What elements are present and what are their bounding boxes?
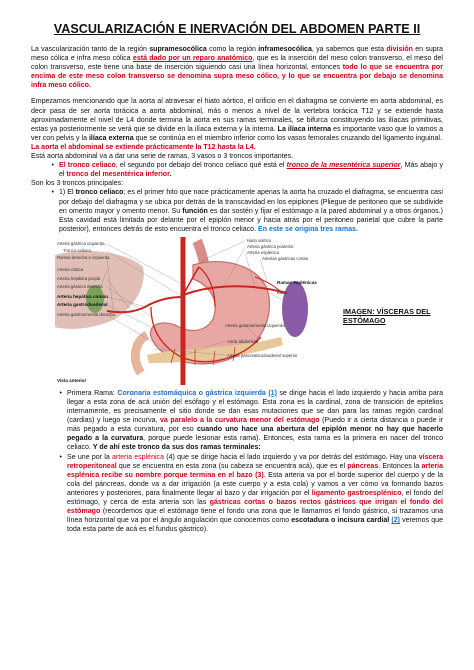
- text: función: [182, 207, 208, 215]
- label-aortic-hiatus: Hiato aórtico: [247, 237, 272, 243]
- bullet-dot-icon: •: [51, 189, 54, 197]
- label-left-gastroomental-artery: Arteria gastroomental izquierda: [225, 322, 285, 328]
- paragraph-aorta-range: La aorta el abdominal se extiende prácticamente la T12 hasta la L4.: [31, 143, 256, 151]
- highlight-text: páncreas: [347, 462, 379, 470]
- text: Primera Rama:: [67, 389, 118, 397]
- text: , ya sabemos que esta: [311, 46, 387, 53]
- paragraph-aorta: [31, 97, 443, 142]
- text: que se continúa en el miembro inferior como los vasos femorales cruzando del ligamento inguinal.: [133, 134, 442, 142]
- highlight-text: víscera retroperitoneal: [67, 453, 443, 470]
- text: La vascularización tanto de la región: [31, 46, 150, 53]
- label-posterior-gastric-artery: Arteria gástrica posterior: [247, 243, 294, 249]
- bullet-troncos: [31, 161, 443, 179]
- text: (4) que se dirige hacia el lado izquierdo y va por detrás del estómago. Hay una: [164, 453, 419, 461]
- label-gastroduodenal-artery: Arteria gastroduodenal: [57, 301, 108, 307]
- highlight-text: tronco del mesentérica inferior.: [66, 171, 172, 179]
- highlight-text: tronco de la mesentérica superior: [286, 162, 401, 170]
- text: que se encuentra en esta zona (su cabeza se encuentra acá), que es el: [116, 462, 348, 470]
- bullet-dot-icon: •: [59, 453, 62, 461]
- text: 1) El: [59, 189, 76, 197]
- label-superior-pancreaticoduodenal-artery: Arteria pancreaticoduodenal superior: [227, 352, 298, 358]
- label-abdominal-aorta: Aorta abdominal: [227, 338, 259, 344]
- text: , el segundo por debajo del tronco celiaco qué está el: [115, 162, 287, 170]
- highlight-text: ligamento gastroesplénico: [311, 489, 402, 497]
- text: Se une por la: [67, 453, 113, 461]
- label-right-gastroomental-artery: Arteria gastroomental derecha: [57, 311, 115, 317]
- bullet-arteria-esplenica: [31, 453, 443, 535]
- highlight-text: va paralelo a la curvatura menor del estómago: [160, 417, 320, 425]
- text: ; es el primer hito que nace prácticamente apenas la aorta ha cruzado el diafragma, se encuentra casi por debajo del diafragma y se ubica por detrás de la transcavidad en los epiplones (Pliegue de peritoneo que se subdivide en omento mayor y omento menor. Su: [59, 189, 443, 215]
- highlight-text: (2): [391, 517, 400, 525]
- text: es importante vaso que lo vamos a ver con pelvis y la: [31, 125, 444, 142]
- highlight-text: todo lo que se encuentra por encima de este meso colon transverso se denomina supra meso cólico, y lo que se encuentra por debajo se denomina infra meso cólico.: [31, 64, 443, 90]
- text: inframesocólica: [258, 46, 312, 53]
- text: (recordemos que el estómago tiene el fondo una zona que le llamamos el fondo gástrico, si trazamos una línea horizontal que va por el ángulo angulación que conocemos como: [67, 508, 443, 525]
- highlight-text: gástricas cortas o bazos rectos gástricos que irrigan el fondo del estómago: [67, 499, 444, 516]
- text: como la región: [206, 46, 259, 53]
- label-short-gastric-arteries: Arterias gástricas cortas: [262, 255, 309, 261]
- text: Y de ahí este tronco da sus dos ramas terminales:: [92, 444, 261, 452]
- text: , porque puede lesionar esta rama). Entonces, esta rama es la primera en nacer del tronco celiaco.: [67, 435, 443, 452]
- label-common-hepatic-artery: Arteria hepática común: [57, 293, 109, 299]
- highlight-text: arteria esplénica recibe su nombre porque termina en el bazo (3): [67, 462, 444, 479]
- paragraph-ramas: Está aorta abdominal va a dar una serie de ramas, 3 vasos o 3 troncos importantes.: [31, 153, 294, 161]
- highlight-text: arteria esplénica: [112, 453, 165, 461]
- text: se dirige hacia el lado izquierdo y hacia arriba para llegar a esta zona de acá unión del esófago y el estómago. Esta zona es la cardinal, zona de transición de epitelios internamente, es precisamente el sitio donde se dan esas mutaciones que se dan para las ramas región cardinal (cardias) y luego se incurva,: [67, 389, 443, 425]
- text: La ilíaca interna: [277, 125, 332, 133]
- text: , Más abajo y el: [59, 162, 443, 179]
- text: supramesocólica: [149, 46, 207, 53]
- bullet-tronco-celiaco: [31, 188, 443, 233]
- text: es dar sostén y fijar el estómago a la pared abdominal y a otros órganos.) Esta cavidad está limitada por delante por el epiplón menor y hacia atrás por el peritoneo parietal que cubre la parte posterior), entonces detrás de esto encuentra el tronco celiaco.: [59, 207, 443, 233]
- highlight-text: Coronaria estomáquica o gástrica izquierda: [117, 389, 269, 397]
- text: Empezamos mencionando que la aorta al atravesar el hiato aórtico, el orificio en el diafragma se convierte en aorta abdominal, es decir pasa de ser aorta torácica a aorta abdominal, más o menos a nivel de la vertebra torácica T12 y se extiende hasta aproximadamente el nivel de L4 donde termina la aorta en sus ramas terminales, se bifurca constituyendo las ilíacas primitivas, estas ya posteriormente se verá que se divide en la ilíaca externa y la interna.: [31, 98, 443, 133]
- bullet-dot-icon: •: [59, 389, 62, 397]
- label-splenic-artery: Arteria esplénica: [247, 249, 280, 255]
- label-right-gastric-artery: Arteria gástrica derecha: [57, 283, 103, 289]
- paragraph-division: [31, 45, 443, 90]
- label-right-left-branches: Ramas derecha e izquierda: [57, 254, 110, 260]
- text: tronco celiaco: [75, 189, 124, 197]
- bullet-primera-rama: [31, 389, 443, 453]
- bullet-dot-icon: •: [51, 162, 54, 170]
- label-cystic-artery: Arteria cística: [57, 266, 84, 272]
- label-proper-hepatic-artery: Arteria hepática propia: [57, 275, 101, 281]
- figure-caption: IMAGEN: VÍSCERAS DEL ESTÓMAGO: [343, 306, 431, 326]
- highlight-text: En este se origina tres ramas.: [258, 225, 358, 233]
- text: en supra meso cólica e infra meso cólica: [31, 46, 443, 63]
- label-celiac-trunk: Tronco celíaco: [63, 247, 92, 253]
- text: cuando uno hace una abertura del epiplón menor no hay que hacerlo pegado a la curvatura: [67, 426, 443, 443]
- text: veremos que toda esta parte de acá es el fundus gástrico).: [67, 517, 443, 534]
- label-spleen: Bazo: [277, 289, 287, 295]
- stomach-anatomy-figure: [55, 237, 325, 385]
- text: , el fondo del estómago, y cerca de esta arteria son las: [67, 489, 443, 506]
- label-anterior-view: Vista anterior: [57, 377, 87, 383]
- highlight-text: está dado por un reparo anatómico: [132, 55, 253, 63]
- text: escotadura o incisura cardial: [291, 517, 390, 525]
- label-splenic-branches: Ramas esplénicas: [277, 279, 317, 285]
- figure-row: [31, 237, 443, 385]
- highlight-text: división: [386, 46, 413, 53]
- text: (Puedo ir a cierta distancia o puede ir más pegado a esta curvatura, por eso: [67, 417, 443, 434]
- text: ilíaca externa: [88, 134, 134, 142]
- stomach-illustration: [55, 237, 325, 385]
- highlight-text: El tronco celiaco: [59, 162, 116, 170]
- paragraph-troncos-principales: Son los 3 troncos principales:: [31, 180, 124, 188]
- gallbladder-shape: [86, 285, 104, 313]
- page-title: VASCULARIZACIÓN E INERVACIÓN DEL ABDOMEN PARTE II: [53, 22, 421, 36]
- text: . Esta arteria va por el borde superior del cuerpo y de la cola del páncreas, donde va a dar irrigación (a este cuerpo y a esta cola) y vamos a ver cómo va formando bazos anteriores y posteriores, para finalmente llegar al bazo y dar irrigación por el: [67, 471, 443, 497]
- label-left-gastric-artery: Arteria gástrica izquierda: [57, 240, 105, 246]
- text: , que es la inserción del meso colon transverso, el meso del colon transverso, este tiene una base de inserción siguiendo casi una línea horizontal, entonces: [31, 55, 443, 72]
- text: . Entonces la: [378, 462, 422, 470]
- highlight-text: (1): [268, 389, 277, 397]
